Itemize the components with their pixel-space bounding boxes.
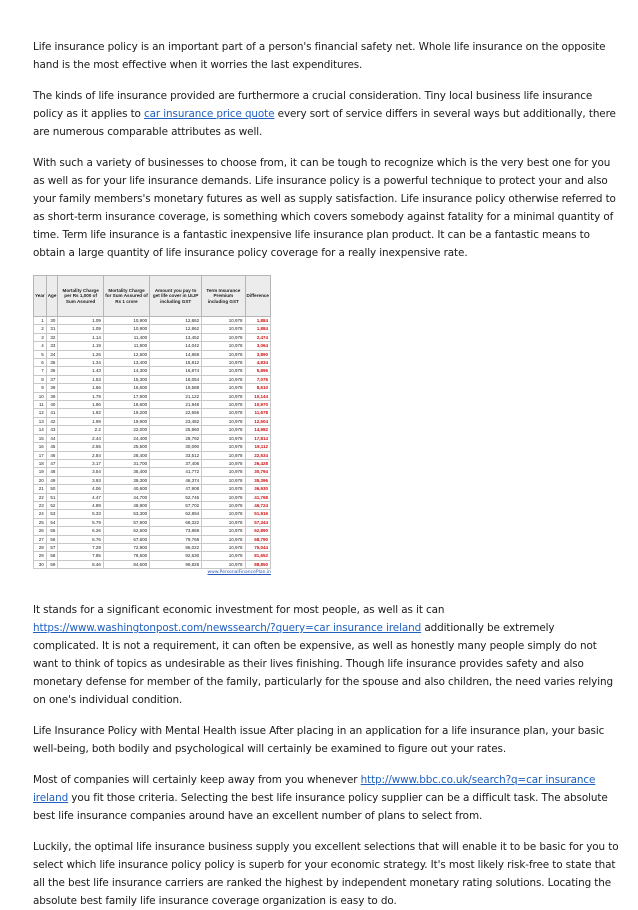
table-cell: 1.26 bbox=[58, 350, 103, 358]
table-header-cell: Year bbox=[34, 276, 47, 317]
table-cell: 11 bbox=[34, 401, 47, 409]
table-cell: 52 bbox=[46, 501, 58, 509]
table-cell: 48 bbox=[46, 468, 58, 476]
difference-cell: 36,930 bbox=[245, 485, 271, 493]
table-cell: 62,894 bbox=[150, 510, 202, 518]
difference-cell: 75,044 bbox=[245, 543, 271, 551]
table-cell: 2.44 bbox=[58, 434, 103, 442]
table-cell: 21,122 bbox=[150, 392, 202, 400]
difference-cell: 10,144 bbox=[245, 392, 271, 400]
table-row bbox=[34, 510, 271, 518]
table-cell: 49 bbox=[46, 476, 58, 484]
table-header-cell: Age bbox=[46, 276, 58, 317]
table-cell: 33 bbox=[46, 342, 58, 350]
table-cell: 86,022 bbox=[150, 543, 202, 551]
difference-cell: 88,850 bbox=[245, 560, 271, 568]
table-cell: 26 bbox=[34, 527, 47, 535]
table-cell: 10,978 bbox=[202, 451, 245, 459]
table-cell: 5.79 bbox=[58, 518, 103, 526]
table-cell: 8 bbox=[34, 375, 47, 383]
table-cell: 53 bbox=[46, 510, 58, 518]
table-cell: 23,482 bbox=[150, 417, 202, 425]
difference-cell: 35,396 bbox=[245, 476, 271, 484]
table-cell: 10,978 bbox=[202, 560, 245, 568]
table-cell: 13,452 bbox=[150, 333, 202, 341]
table-cell: 12,600 bbox=[103, 350, 149, 358]
paragraph-companies-text-1: Most of companies will certainly keep away from you whenever bbox=[33, 774, 361, 787]
paragraph-intro: Life insurance policy is an important part of a person's financial safety net. Whole life insurance on the opposite hand is the most effective when it worries the last expenditures. bbox=[33, 41, 606, 71]
table-row bbox=[34, 317, 271, 325]
table-cell: 62,600 bbox=[103, 527, 149, 535]
table-cell: 10,978 bbox=[202, 409, 245, 417]
table-cell: 15,812 bbox=[150, 359, 202, 367]
table-cell: 10 bbox=[34, 392, 47, 400]
difference-cell: 41,768 bbox=[245, 493, 271, 501]
difference-cell: 11,678 bbox=[245, 409, 271, 417]
table-cell: 10,978 bbox=[202, 468, 245, 476]
difference-cell: 1,884 bbox=[245, 317, 271, 325]
table-cell: 35 bbox=[46, 359, 58, 367]
table-cell: 13 bbox=[34, 417, 47, 425]
difference-cell: 3,890 bbox=[245, 350, 271, 358]
table-row bbox=[34, 485, 271, 493]
table-cell: 10,900 bbox=[103, 317, 149, 325]
table-cell: 99,828 bbox=[150, 560, 202, 568]
table-cell: 1.43 bbox=[58, 367, 103, 375]
table-row bbox=[34, 443, 271, 451]
difference-cell: 62,890 bbox=[245, 527, 271, 535]
paragraph-kinds-text-2: every sort of service differs in several ways but additionally, there are numerous comparable attributes as well. bbox=[33, 108, 616, 138]
table-cell: 2.55 bbox=[58, 443, 103, 451]
difference-cell: 17,814 bbox=[245, 434, 271, 442]
table-cell: 38 bbox=[46, 384, 58, 392]
table-cell: 18 bbox=[34, 459, 47, 467]
table-cell: 54 bbox=[46, 518, 58, 526]
table-row bbox=[34, 434, 271, 442]
table-cell: 44,700 bbox=[103, 493, 149, 501]
difference-cell: 30,794 bbox=[245, 468, 271, 476]
table-cell: 34 bbox=[46, 350, 58, 358]
table-cell: 7.85 bbox=[58, 552, 103, 560]
table-cell: 1.09 bbox=[58, 325, 103, 333]
table-header-cell: Difference bbox=[245, 276, 271, 317]
table-cell: 37,406 bbox=[150, 459, 202, 467]
table-cell: 4.89 bbox=[58, 501, 103, 509]
table-cell: 22,000 bbox=[103, 426, 149, 434]
table-cell: 19 bbox=[34, 468, 47, 476]
table-cell: 11,900 bbox=[103, 342, 149, 350]
paragraph-kinds bbox=[33, 87, 622, 141]
table-cell: 12,862 bbox=[150, 317, 202, 325]
table-row bbox=[34, 518, 271, 526]
difference-cell: 22,534 bbox=[245, 451, 271, 459]
table-cell: 46,374 bbox=[150, 476, 202, 484]
table-cell: 28,792 bbox=[150, 434, 202, 442]
paragraph-companies bbox=[33, 771, 622, 825]
table-cell: 9 bbox=[34, 384, 47, 392]
table-cell: 12 bbox=[34, 409, 47, 417]
table-cell: 1.66 bbox=[58, 384, 103, 392]
table-row bbox=[34, 401, 271, 409]
difference-cell: 12,504 bbox=[245, 417, 271, 425]
table-cell: 39 bbox=[46, 392, 58, 400]
difference-cell: 5,896 bbox=[245, 367, 271, 375]
bbc-search-link[interactable]: http://www.bbc.co.uk/search?q=car insurance ireland bbox=[33, 774, 596, 805]
table-cell: 4.06 bbox=[58, 485, 103, 493]
table-row bbox=[34, 527, 271, 535]
table-cell: 18,600 bbox=[103, 401, 149, 409]
table-cell: 10,978 bbox=[202, 510, 245, 518]
table-cell: 19,900 bbox=[103, 417, 149, 425]
table-source-credit: www.PersonalFinancePlan.in bbox=[207, 570, 271, 576]
table-cell: 10,978 bbox=[202, 459, 245, 467]
table-cell: 43 bbox=[46, 426, 58, 434]
table-cell: 15,300 bbox=[103, 375, 149, 383]
difference-cell: 57,344 bbox=[245, 518, 271, 526]
premium-comparison-table bbox=[33, 275, 271, 569]
table-cell: 44 bbox=[46, 434, 58, 442]
table-row bbox=[34, 409, 271, 417]
paragraph-investment bbox=[33, 601, 622, 709]
table-cell: 56 bbox=[46, 535, 58, 543]
table-cell: 1.99 bbox=[58, 417, 103, 425]
difference-cell: 2,474 bbox=[245, 333, 271, 341]
table-cell: 23 bbox=[34, 501, 47, 509]
table-cell: 10,978 bbox=[202, 501, 245, 509]
table-cell: 10,978 bbox=[202, 443, 245, 451]
table-cell: 10,900 bbox=[103, 325, 149, 333]
table-cell: 16,600 bbox=[103, 384, 149, 392]
table-cell: 31,700 bbox=[103, 459, 149, 467]
table-cell: 68,322 bbox=[150, 518, 202, 526]
table-cell: 41,772 bbox=[150, 468, 202, 476]
table-cell: 10,978 bbox=[202, 552, 245, 560]
table-cell: 10,978 bbox=[202, 476, 245, 484]
table-cell: 6.76 bbox=[58, 535, 103, 543]
table-cell: 21 bbox=[34, 485, 47, 493]
table-cell: 72,900 bbox=[103, 543, 149, 551]
table-cell: 10,978 bbox=[202, 417, 245, 425]
table-cell: 1.79 bbox=[58, 392, 103, 400]
table-cell: 6 bbox=[34, 359, 47, 367]
difference-cell: 51,916 bbox=[245, 510, 271, 518]
table-cell: 4.47 bbox=[58, 493, 103, 501]
table-row bbox=[34, 333, 271, 341]
paragraph-investment-text-2: additionally be extremely complicated. It is not a requirement, it can often be expensive, as well as honestly many people simply do not want to think of topics as undesirable as their lives finishing. Though life insurance provides safety and also monetary defense for member of the family, particularly for the spouse and also children, the need varies relying on one's individual condition. bbox=[33, 622, 613, 707]
table-cell: 41 bbox=[46, 409, 58, 417]
table-cell: 25,960 bbox=[150, 426, 202, 434]
table-cell: 1.34 bbox=[58, 359, 103, 367]
table-cell: 22,656 bbox=[150, 409, 202, 417]
table-cell: 13,400 bbox=[103, 359, 149, 367]
table-cell: 42 bbox=[46, 417, 58, 425]
table-cell: 73,868 bbox=[150, 527, 202, 535]
table-cell: 12,862 bbox=[150, 325, 202, 333]
table-cell: 10,978 bbox=[202, 543, 245, 551]
table-cell: 14 bbox=[34, 426, 47, 434]
table-cell: 3.54 bbox=[58, 468, 103, 476]
table-cell: 79,768 bbox=[150, 535, 202, 543]
table-row bbox=[34, 375, 271, 383]
table-cell: 15 bbox=[34, 434, 47, 442]
table-row bbox=[34, 417, 271, 425]
table-cell: 5 bbox=[34, 350, 47, 358]
table-cell: 10,978 bbox=[202, 317, 245, 325]
table-cell: 14,042 bbox=[150, 342, 202, 350]
table-header-cell: Mortality Charge for Sum Assured of Rs 1 crore bbox=[103, 276, 149, 317]
table-cell: 10,978 bbox=[202, 384, 245, 392]
table-row bbox=[34, 535, 271, 543]
table-cell: 57,702 bbox=[150, 501, 202, 509]
table-cell: 50 bbox=[46, 485, 58, 493]
table-cell: 92,630 bbox=[150, 552, 202, 560]
difference-cell: 81,652 bbox=[245, 552, 271, 560]
table-cell: 10,978 bbox=[202, 518, 245, 526]
table-cell: 3.17 bbox=[58, 459, 103, 467]
paragraph-luckily: Luckily, the optimal life insurance business supply you excellent selections that will enable it to be basic for you to select which life insurance policy policy is superb for your economic strategy. It's most likely risk-free to state that all the best life insurance carriers are ranked the highest by independent monetary rating solutions. Locating the absolute best family life insurance coverage organization is easy to do. bbox=[33, 841, 619, 908]
table-cell: 25 bbox=[34, 518, 47, 526]
table-cell: 2 bbox=[34, 325, 47, 333]
table-cell: 29 bbox=[34, 552, 47, 560]
table-cell: 10,978 bbox=[202, 426, 245, 434]
paragraph-kinds-text-1: The kinds of life insurance provided are furthermore a crucial consideration. Tiny local business life insurance policy as it applies to bbox=[33, 90, 593, 120]
table-header-cell: Amount you pay to get life cover in ULIP including GST bbox=[150, 276, 202, 317]
table-cell: 7.29 bbox=[58, 543, 103, 551]
paragraph-companies-text-2: you fit those criteria. Selecting the best life insurance policy supplier can be a difficult task. The absolute best life insurance companies around have an excellent number of plans to select from. bbox=[33, 792, 608, 823]
table-cell: 39,300 bbox=[103, 476, 149, 484]
table-cell: 59 bbox=[46, 560, 58, 568]
table-row bbox=[34, 451, 271, 459]
table-cell: 30,090 bbox=[150, 443, 202, 451]
table-cell: 3 bbox=[34, 333, 47, 341]
table-cell: 47 bbox=[46, 459, 58, 467]
difference-cell: 68,790 bbox=[245, 535, 271, 543]
table-cell: 10,978 bbox=[202, 401, 245, 409]
table-cell: 7 bbox=[34, 367, 47, 375]
table-cell: 16 bbox=[34, 443, 47, 451]
table-row bbox=[34, 543, 271, 551]
table-cell: 2.2 bbox=[58, 426, 103, 434]
table-cell: 55 bbox=[46, 527, 58, 535]
table-cell: 6.26 bbox=[58, 527, 103, 535]
table-cell: 10,978 bbox=[202, 493, 245, 501]
car-insurance-quote-link[interactable]: car insurance price quote bbox=[144, 108, 275, 120]
difference-cell: 14,982 bbox=[245, 426, 271, 434]
table-cell: 30 bbox=[34, 560, 47, 568]
table-cell: 22 bbox=[34, 493, 47, 501]
difference-cell: 1,884 bbox=[245, 325, 271, 333]
table-cell: 58 bbox=[46, 552, 58, 560]
table-row bbox=[34, 359, 271, 367]
table-cell: 46 bbox=[46, 451, 58, 459]
paragraph-investment-text-1: It stands for a significant economic investment for most people, as well as it can bbox=[33, 604, 445, 617]
difference-cell: 46,724 bbox=[245, 501, 271, 509]
table-row bbox=[34, 476, 271, 484]
table-cell: 10,978 bbox=[202, 333, 245, 341]
table-cell: 28 bbox=[34, 543, 47, 551]
table-cell: 16,874 bbox=[150, 367, 202, 375]
table-cell: 10,978 bbox=[202, 535, 245, 543]
table-cell: 10,978 bbox=[202, 359, 245, 367]
table-cell: 14,300 bbox=[103, 367, 149, 375]
table-row bbox=[34, 342, 271, 350]
table-row bbox=[34, 501, 271, 509]
table-cell: 1.92 bbox=[58, 409, 103, 417]
table-cell: 10,978 bbox=[202, 342, 245, 350]
table-cell: 52,746 bbox=[150, 493, 202, 501]
table-row bbox=[34, 392, 271, 400]
table-cell: 36 bbox=[46, 367, 58, 375]
table-cell: 24,400 bbox=[103, 434, 149, 442]
table-cell: 37 bbox=[46, 375, 58, 383]
table-cell: 8.46 bbox=[58, 560, 103, 568]
difference-cell: 3,064 bbox=[245, 342, 271, 350]
table-cell: 24 bbox=[34, 510, 47, 518]
table-cell: 19,200 bbox=[103, 409, 149, 417]
difference-cell: 7,076 bbox=[245, 375, 271, 383]
paragraph-mental-health: Life Insurance Policy with Mental Health issue After placing in an application for a life insurance plan, your basic well-being, both bodily and psychological will certainly be examined to figure out your rates. bbox=[33, 725, 605, 756]
table-cell: 10,978 bbox=[202, 325, 245, 333]
table-cell: 10,978 bbox=[202, 485, 245, 493]
difference-cell: 8,610 bbox=[245, 384, 271, 392]
table-header-cell: Term Insurance Premium including GST bbox=[202, 276, 245, 317]
difference-cell: 19,112 bbox=[245, 443, 271, 451]
table-cell: 10,978 bbox=[202, 392, 245, 400]
table-row bbox=[34, 426, 271, 434]
table-cell: 10,978 bbox=[202, 350, 245, 358]
difference-cell: 26,428 bbox=[245, 459, 271, 467]
table-cell: 33,512 bbox=[150, 451, 202, 459]
table-cell: 78,500 bbox=[103, 552, 149, 560]
table-row bbox=[34, 367, 271, 375]
table-row bbox=[34, 552, 271, 560]
table-cell: 10,978 bbox=[202, 434, 245, 442]
table-cell: 17 bbox=[34, 451, 47, 459]
table-cell: 40,600 bbox=[103, 485, 149, 493]
table-cell: 32 bbox=[46, 333, 58, 341]
washingtonpost-link[interactable]: https://www.washingtonpost.com/newssearch/?query=car insurance ireland bbox=[33, 622, 422, 635]
table-cell: 53,300 bbox=[103, 510, 149, 518]
paragraph-variety: With such a variety of businesses to choose from, it can be tough to recognize which is the very best one for you as well as for your life insurance demands. Life insurance policy is a powerful technique to protect your and also your family members's monetary futures as well as supply satisfaction. Life insurance policy otherwise referred to as short-term insurance coverage, is something which covers somebody against fatality for a minimal quantity of time. Term life insurance is a fantastic inexpensive life insurance plan product. It can be a fantastic means to obtain a large quantity of life insurance policy coverage for a really inexpensive rate. bbox=[33, 157, 616, 259]
table-cell: 3.93 bbox=[58, 476, 103, 484]
table-cell: 1.53 bbox=[58, 375, 103, 383]
table-cell: 20 bbox=[34, 476, 47, 484]
table-cell: 67,600 bbox=[103, 535, 149, 543]
table-cell: 1.09 bbox=[58, 317, 103, 325]
table-row bbox=[34, 325, 271, 333]
table-header-cell: Mortality Charge per Rs 1,000 of Sum Assured bbox=[58, 276, 103, 317]
table-cell: 47,908 bbox=[150, 485, 202, 493]
table-cell: 31 bbox=[46, 325, 58, 333]
table-cell: 28,400 bbox=[103, 451, 149, 459]
table-cell: 40 bbox=[46, 401, 58, 409]
table-cell: 48,900 bbox=[103, 501, 149, 509]
table-cell: 1 bbox=[34, 317, 47, 325]
table-row bbox=[34, 493, 271, 501]
table-cell: 84,600 bbox=[103, 560, 149, 568]
table-cell: 19,588 bbox=[150, 384, 202, 392]
table-cell: 57,900 bbox=[103, 518, 149, 526]
table-cell: 18,054 bbox=[150, 375, 202, 383]
table-cell: 11,400 bbox=[103, 333, 149, 341]
premium-comparison-table-image bbox=[33, 275, 271, 575]
table-cell: 5.33 bbox=[58, 510, 103, 518]
table-row bbox=[34, 468, 271, 476]
table-row bbox=[34, 350, 271, 358]
table-cell: 10,978 bbox=[202, 367, 245, 375]
table-cell: 14,868 bbox=[150, 350, 202, 358]
table-body bbox=[34, 317, 271, 569]
table-cell: 57 bbox=[46, 543, 58, 551]
table-cell: 4 bbox=[34, 342, 47, 350]
table-cell: 17,900 bbox=[103, 392, 149, 400]
table-cell: 25,500 bbox=[103, 443, 149, 451]
table-cell: 21,948 bbox=[150, 401, 202, 409]
table-cell: 45 bbox=[46, 443, 58, 451]
difference-cell: 4,834 bbox=[245, 359, 271, 367]
table-row bbox=[34, 459, 271, 467]
table-cell: 1.19 bbox=[58, 342, 103, 350]
table-row bbox=[34, 560, 271, 568]
table-cell: 51 bbox=[46, 493, 58, 501]
table-cell: 1.86 bbox=[58, 401, 103, 409]
table-header-row bbox=[34, 276, 271, 317]
table-cell: 27 bbox=[34, 535, 47, 543]
table-cell: 1.14 bbox=[58, 333, 103, 341]
table-row bbox=[34, 384, 271, 392]
table-cell: 30 bbox=[46, 317, 58, 325]
difference-cell: 10,970 bbox=[245, 401, 271, 409]
table-cell: 10,978 bbox=[202, 375, 245, 383]
table-cell: 2.84 bbox=[58, 451, 103, 459]
table-cell: 10,978 bbox=[202, 527, 245, 535]
table-cell: 35,400 bbox=[103, 468, 149, 476]
